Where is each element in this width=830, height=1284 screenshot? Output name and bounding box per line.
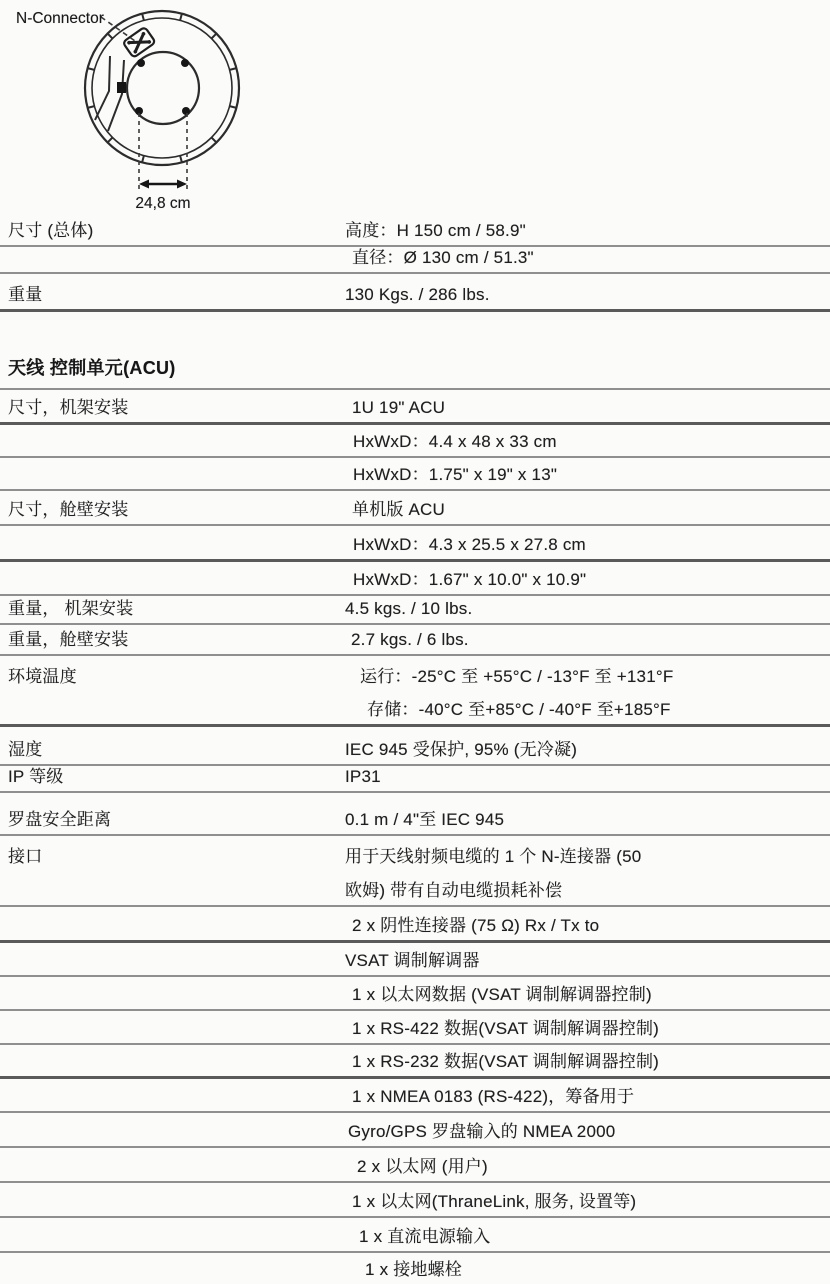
- spec-label: 罗盘安全距离: [8, 810, 112, 829]
- spec-row: [0, 1183, 830, 1218]
- spec-row: [0, 625, 830, 656]
- spec-label: 重量，舱壁安装: [8, 630, 129, 649]
- spec-value: 1U 19" ACU: [352, 398, 446, 417]
- section-gap: [0, 312, 830, 356]
- spec-row: [0, 562, 830, 596]
- spec-value: 1 x 直流电源输入: [359, 1227, 491, 1246]
- spec-label: 尺寸，舱壁安装: [8, 500, 129, 519]
- spec-row: [0, 727, 830, 766]
- spec-value: 2 x 阴性连接器 (75 Ω) Rx / Tx to: [352, 916, 600, 935]
- spec-row: [0, 218, 830, 247]
- spec-value: 1 x RS-232 数据(VSAT 调制解调器控制): [352, 1052, 660, 1071]
- spec-value: HxWxD：1.75" x 19" x 13": [353, 465, 558, 484]
- spec-row: [0, 425, 830, 458]
- spec-row: [0, 526, 830, 562]
- spec-label: 重量: [8, 285, 43, 304]
- spec-value: 用于天线射频电缆的 1 个 N-连接器 (50: [345, 847, 642, 866]
- spec-row: [0, 1253, 830, 1284]
- section-header: [0, 356, 830, 390]
- radome-outline: [85, 11, 239, 165]
- spec-value: 运行：-25°C 至 +55°C / -13°F 至 +131°F: [360, 667, 674, 686]
- spec-row: [0, 1148, 830, 1183]
- spec-row: [0, 871, 830, 907]
- spec-value: 单机版 ACU: [352, 500, 446, 519]
- spec-value: 2 x 以太网 (用户): [357, 1157, 488, 1176]
- spec-value: 欧姆) 带有自动电缆损耗补偿: [345, 881, 563, 900]
- spec-row: [0, 656, 830, 691]
- n-connector-label: N-Connector: [16, 10, 104, 27]
- spec-row: [0, 1079, 830, 1113]
- spec-row: [0, 1218, 830, 1253]
- spec-row: [0, 247, 830, 274]
- spec-value: 2.7 kgs. / 6 lbs.: [351, 630, 469, 649]
- dimension-label: 24,8 cm: [135, 195, 191, 212]
- spec-row: [0, 943, 830, 977]
- spec-value: 直径：Ø 130 cm / 51.3": [352, 248, 534, 267]
- spec-row: [0, 793, 830, 836]
- spec-value: IEC 945 受保护, 95% (无冷凝): [345, 740, 578, 759]
- spec-value: 1 x 以太网数据 (VSAT 调制解调器控制): [352, 985, 652, 1004]
- spec-value: 0.1 m / 4"至 IEC 945: [345, 810, 505, 829]
- spec-label: 重量， 机架安装: [8, 599, 134, 618]
- spec-value: 1 x 接地螺栓: [365, 1260, 463, 1279]
- spec-row: [0, 977, 830, 1011]
- spec-value: HxWxD：4.3 x 25.5 x 27.8 cm: [353, 535, 586, 554]
- section-title: 天线 控制单元(ACU): [8, 358, 176, 378]
- spec-value: IP31: [345, 767, 381, 786]
- spec-row: [0, 390, 830, 425]
- spec-row: [0, 836, 830, 871]
- spec-value: HxWxD：4.4 x 48 x 33 cm: [353, 432, 557, 451]
- spec-label: 环境温度: [8, 667, 77, 686]
- spec-label: 接口: [8, 847, 43, 866]
- spec-value: Gyro/GPS 罗盘输入的 NMEA 2000: [348, 1122, 616, 1141]
- spec-row: [0, 907, 830, 943]
- spec-value: 1 x NMEA 0183 (RS-422)，筹备用于: [352, 1087, 635, 1106]
- spec-value: 1 x 以太网(ThraneLink, 服务, 设置等): [352, 1192, 637, 1211]
- spec-row: [0, 1011, 830, 1045]
- spec-value: 4.5 kgs. / 10 lbs.: [345, 599, 473, 618]
- spec-row: [0, 691, 830, 727]
- spec-row: [0, 274, 830, 312]
- spec-value: 130 Kgs. / 286 lbs.: [345, 285, 490, 304]
- spec-row: [0, 1045, 830, 1079]
- spec-label: 尺寸，机架安装: [8, 398, 129, 417]
- spec-row: [0, 491, 830, 526]
- spec-label: 尺寸 (总体): [8, 221, 94, 240]
- spec-value: 存储：-40°C 至+85°C / -40°F 至+185°F: [367, 700, 671, 719]
- spec-value: HxWxD：1.67" x 10.0" x 10.9": [353, 570, 587, 589]
- spec-value: 1 x RS-422 数据(VSAT 调制解调器控制): [352, 1019, 660, 1038]
- antenna-top-view-diagram: [0, 0, 830, 218]
- spec-row: [0, 458, 830, 491]
- spec-row: [0, 1113, 830, 1148]
- spec-row: [0, 766, 830, 793]
- spec-value: 高度：H 150 cm / 58.9": [345, 221, 526, 240]
- spec-label: IP 等级: [8, 767, 64, 786]
- spec-row: [0, 596, 830, 625]
- spec-table: [0, 218, 830, 1284]
- spec-value: VSAT 调制解调器: [345, 951, 480, 970]
- spec-label: 湿度: [8, 740, 43, 759]
